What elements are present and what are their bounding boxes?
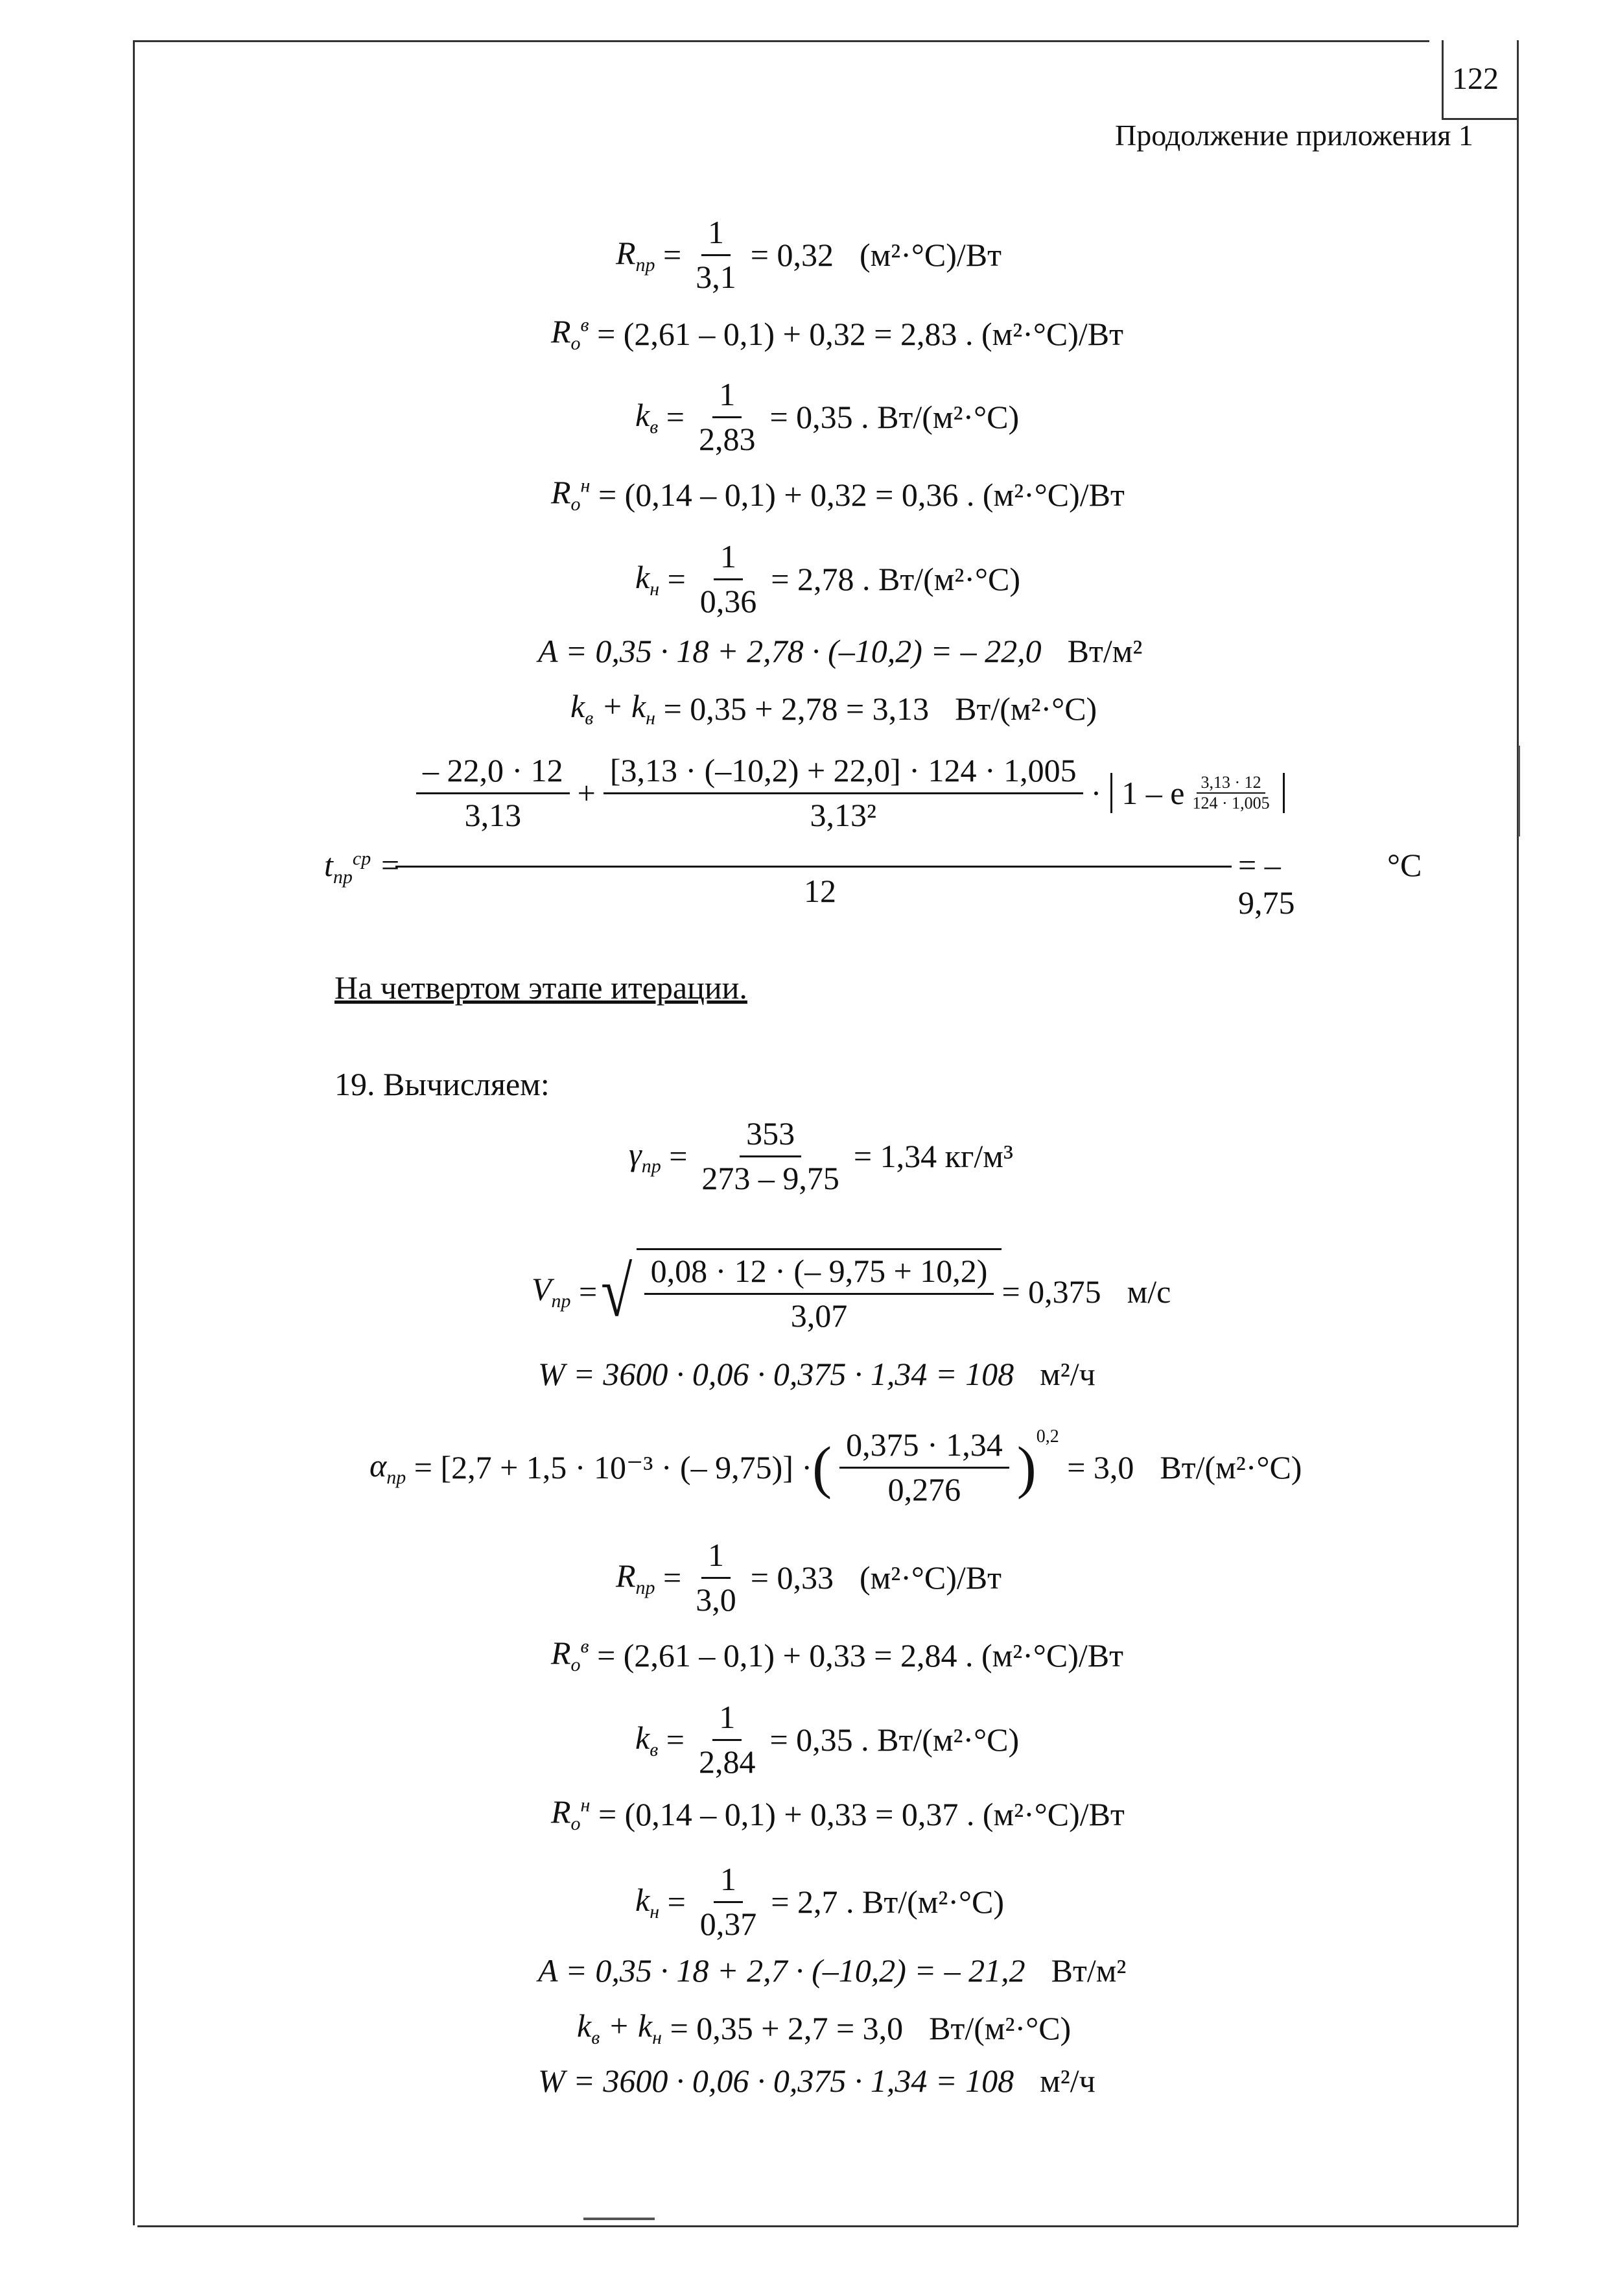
eq-k-v-1: $k_в$ = $\frac{1}{2,83}$ = 0,35 . Вт/(м²·°С) [635,376,1020,457]
eq-k-v-2: $k_в$ = $\frac{1}{2,84}$ = 0,35 . Вт/(м²·°С) [635,1699,1020,1780]
eq-w-1: W = 3600 · 0,06 · 0,375 · 1,34 = 108 м²/ч [538,1356,1095,1392]
section-heading: На четвертом этапе итерации. [334,969,747,1006]
eq-r-ov-1: $R_о^в$ = (2,61 – 0,1) + 0,32 = 2,83 . (м²·°С)/Вт [551,313,1124,354]
step-label: 19. Вычисляем: [334,1066,550,1102]
scan-artifact [1518,746,1520,836]
eq-a-2: A = 0,35 · 18 + 2,7 · (–10,2) = – 21,2 Вт/м² [538,1952,1127,1989]
eq-k-n-2: $k_н$ = $\frac{1}{0,37}$ = 2,7 . Вт/(м²·°С) [635,1861,1005,1942]
page-frame-right [1517,40,1519,2225]
page-header: Продолжение приложения 1 [1115,119,1473,152]
eq-r-on-1: $R_о^н$ = (0,14 – 0,1) + 0,32 = 0,36 . (м²·°С)/Вт [551,474,1125,515]
eq-k-sum-1: $k_в + k_н$ = 0,35 + 2,78 = 3,13 Вт/(м²·°С) [570,688,1097,729]
eq-gamma: $\gamma_{пр}$ = $\frac{353}{273 - 9,75}$ = 1,34 кг/м³ [629,1115,1013,1196]
page-frame-top [133,40,1429,42]
eq-r-ov-2: $R_о^в$ = (2,61 – 0,1) + 0,33 = 2,84 . (м²·°С)/Вт [551,1635,1124,1675]
page-frame-left [133,40,135,2225]
page-number: 122 [1452,62,1499,96]
scan-artifact [583,2218,655,2220]
page-frame-bottom [137,2225,1518,2227]
eq-w-2: W = 3600 · 0,06 · 0,375 · 1,34 = 108 м²/ч [538,2063,1095,2099]
eq-a-1: A = 0,35 · 18 + 2,78 · (–10,2) = – 22,0 Вт/м² [538,633,1143,669]
eq-alpha: $\alpha_{пр}$ = [2,7 + 1,5 · 10⁻³ · (– 9,75)] · ( $\frac{0,375 \cdot 1,34}{0,276}$ ) $^{0,2}$ = 3,0 Вт/(м²·°С) [369,1426,1302,1508]
eq-v-pr: $V_{пр}$ = √ $\frac{0,08 \cdot 12 \cdot (- 9,75 + 10,2)}{3,07}$ = 0,375 м/с [532,1248,1171,1334]
eq-r-pr-1: $R_{пр}$ = $\frac{1}{3,1}$ = 0,32 (м²·°С)/Вт [616,214,1002,295]
eq-r-pr-2: $R_{пр}$ = $\frac{1}{3,0}$ = 0,33 (м²·°С)/Вт [616,1537,1002,1618]
eq-r-on-2: $R_о^н$ = (0,14 – 0,1) + 0,33 = 0,37 . (м²·°С)/Вт [551,1793,1125,1834]
eq-t-pr: $\frac{- 22,0 \cdot 12}{3,13}$ + $\frac{[3,13 \cdot (-10,2) + 22,0] \cdot 124 \cdot 1,005}{\text{3,13²}}$ · 1 – e 3,13 · 12 124 · 1,005 $t_{пр}^{ср}$ = 12 = – 9,75 °С [324,752,1422,921]
eq-k-n-1: $k_н$ = $\frac{1}{0,36}$ = 2,78 . Вт/(м²·°С) [635,538,1021,619]
eq-k-sum-2: $k_в + k_н$ = 0,35 + 2,7 = 3,0 Вт/(м²·°С) [577,2007,1072,2048]
